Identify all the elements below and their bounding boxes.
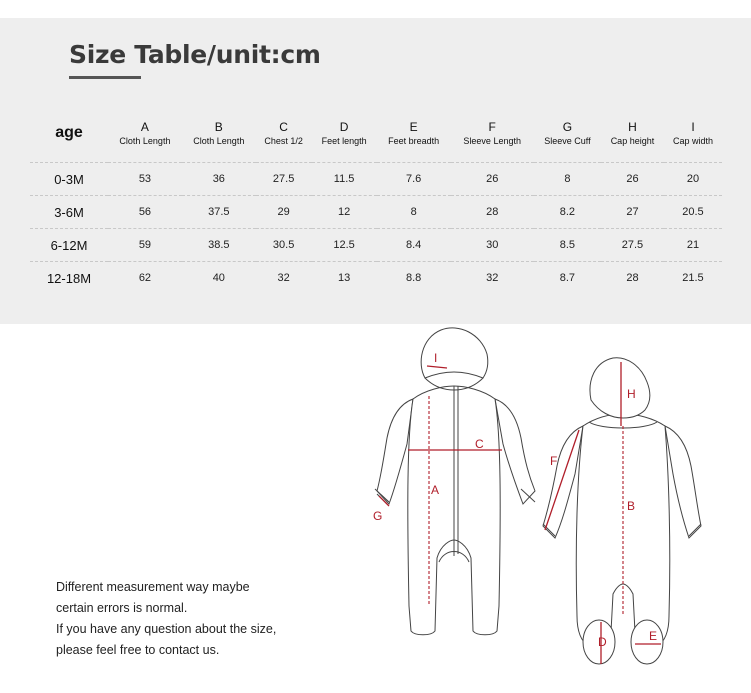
- table-cell: 13: [312, 262, 377, 295]
- table-cell: 36: [182, 163, 256, 196]
- table-cell: 26: [601, 163, 664, 196]
- page-title: Size Table/unit:cm: [69, 40, 321, 69]
- col-name: Chest 1/2: [264, 135, 303, 146]
- age-cell: 12-18M: [30, 262, 108, 295]
- label-c: C: [475, 437, 484, 451]
- table-cell: 40: [182, 262, 256, 295]
- table-cell: 37.5: [182, 196, 256, 229]
- label-b: B: [627, 499, 636, 513]
- col-header-g: [534, 104, 601, 163]
- label-f: F: [550, 454, 558, 468]
- age-cell: 0-3M: [30, 163, 108, 196]
- col-name: Sleeve Cuff: [544, 135, 591, 146]
- back-romper-outline: [543, 358, 701, 664]
- back-right-foot: [631, 620, 663, 664]
- table-cell: 21.5: [664, 262, 722, 295]
- title-underline: [69, 76, 141, 79]
- col-letter: G: [562, 119, 573, 134]
- col-header-d: [312, 104, 377, 163]
- label-d: D: [598, 635, 607, 649]
- table-row: [30, 262, 722, 295]
- table-cell: 26: [451, 163, 534, 196]
- table-cell: 38.5: [182, 229, 256, 262]
- table-cell: 56: [108, 196, 182, 229]
- table-row: [30, 196, 722, 229]
- table-cell: 20: [664, 163, 722, 196]
- table-cell: 11.5: [312, 163, 377, 196]
- col-letter: H: [628, 119, 637, 134]
- table-cell: 21: [664, 229, 722, 262]
- table-cell: 7.6: [377, 163, 451, 196]
- age-cell: 6-12M: [30, 229, 108, 262]
- col-name: Feet breadth: [388, 135, 440, 146]
- front-romper-outline: [375, 328, 535, 635]
- table-header-row: [30, 104, 722, 163]
- col-letter: I: [691, 119, 695, 134]
- table-cell: 8: [377, 196, 451, 229]
- col-header-h: [601, 104, 664, 163]
- table-cell: 27.5: [601, 229, 664, 262]
- table-cell: 8.8: [377, 262, 451, 295]
- table-cell: 12.5: [312, 229, 377, 262]
- note-line: certain errors is normal.: [56, 601, 188, 615]
- col-header-f: [451, 104, 534, 163]
- age-header: age: [55, 124, 83, 141]
- label-h: H: [627, 387, 636, 401]
- col-header-a: [108, 104, 182, 163]
- col-letter: B: [214, 119, 223, 134]
- col-letter: E: [409, 119, 418, 134]
- col-header-e: [377, 104, 451, 163]
- romper-measurement-diagram: [355, 326, 751, 686]
- table-cell: 30: [451, 229, 534, 262]
- table-cell: 29: [256, 196, 312, 229]
- table-cell: 27: [601, 196, 664, 229]
- note-line: If you have any question about the size,: [56, 622, 277, 636]
- label-g: G: [373, 509, 383, 523]
- table-cell: 8.2: [534, 196, 601, 229]
- col-name: Cloth Length: [119, 135, 171, 146]
- table-cell: 28: [601, 262, 664, 295]
- col-name: Cloth Length: [193, 135, 245, 146]
- label-e: E: [649, 629, 658, 643]
- table-cell: 8.5: [534, 229, 601, 262]
- label-a: A: [431, 483, 440, 497]
- measurement-note: [56, 577, 276, 661]
- table-cell: 8.7: [534, 262, 601, 295]
- table-cell: 59: [108, 229, 182, 262]
- table-cell: 32: [256, 262, 312, 295]
- col-header-c: [256, 104, 312, 163]
- note-line: Different measurement way maybe: [56, 580, 250, 594]
- size-table: [30, 104, 722, 295]
- table-cell: 8: [534, 163, 601, 196]
- table-cell: 20.5: [664, 196, 722, 229]
- col-header-b: [182, 104, 256, 163]
- note-line: please feel free to contact us.: [56, 643, 220, 657]
- table-cell: 62: [108, 262, 182, 295]
- col-letter: F: [488, 119, 496, 134]
- col-name: Cap width: [672, 135, 713, 146]
- table-row: [30, 229, 722, 262]
- col-letter: D: [339, 119, 349, 134]
- table-cell: 28: [451, 196, 534, 229]
- table-cell: 30.5: [256, 229, 312, 262]
- col-letter: C: [279, 119, 288, 134]
- label-i: I: [434, 351, 438, 365]
- table-cell: 32: [451, 262, 534, 295]
- col-name: Cap height: [610, 135, 655, 146]
- table-cell: 12: [312, 196, 377, 229]
- age-cell: 3-6M: [30, 196, 108, 229]
- table-cell: 27.5: [256, 163, 312, 196]
- col-name: Feet length: [321, 135, 367, 146]
- table-cell: 8.4: [377, 229, 451, 262]
- table-row: [30, 163, 722, 196]
- col-header-i: [664, 104, 722, 163]
- col-letter: A: [140, 119, 149, 134]
- col-name: Sleeve Length: [463, 135, 521, 146]
- table-cell: 53: [108, 163, 182, 196]
